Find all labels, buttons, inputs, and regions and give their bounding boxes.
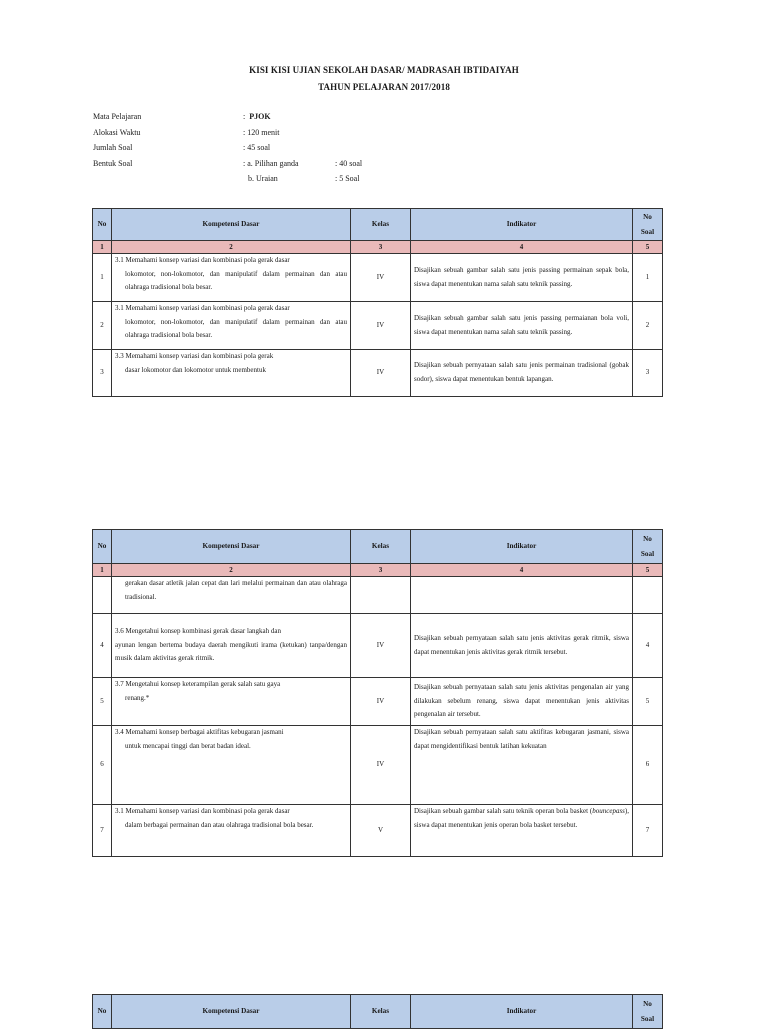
colnum-1: 1 bbox=[93, 564, 112, 577]
table-row bbox=[93, 302, 663, 350]
kd-rest: renang.* bbox=[125, 693, 150, 702]
table-header-row bbox=[93, 995, 663, 1029]
mapel-label: Mata Pelajaran bbox=[93, 112, 142, 121]
row-no: 5 bbox=[93, 678, 112, 726]
row-indikator: Disajikan sebuah gambar salah satu jenis passing permaianan bola voli, siswa dapat menentukan nama salah satu teknik passing. bbox=[411, 302, 633, 350]
kd-first-line: 3.1 Memahami konsep variasi dan kombinasi pola gerak dasar bbox=[115, 807, 290, 815]
header-indikator: Indikator bbox=[411, 995, 633, 1029]
kd-rest: untuk mencapai tinggi dan berat badan ideal. bbox=[125, 741, 251, 750]
kd-first-line: 3.7 Mengetahui konsep keterampilan gerak salah satu gaya bbox=[115, 680, 281, 688]
row-no-soal: 1 bbox=[633, 254, 663, 302]
row-no-soal: 6 bbox=[633, 726, 663, 805]
row-no-soal: 2 bbox=[633, 302, 663, 350]
colnum-2: 2 bbox=[112, 564, 351, 577]
row-no-soal bbox=[633, 577, 663, 614]
table-header-row bbox=[93, 530, 663, 564]
kd-rest: ayunan lengan bertema budaya daerah mengikuti irama (ketukan) tanpa/dengan musik dalam aktivitas gerak ritmik. bbox=[115, 640, 347, 663]
kd-first-line: 3.4 Memahami konsep berbagai aktifitas kebugaran jasmani bbox=[115, 728, 284, 736]
header-no-soal bbox=[633, 995, 663, 1029]
row-no-soal: 5 bbox=[633, 678, 663, 726]
row-kd bbox=[112, 302, 351, 350]
row-no: 7 bbox=[93, 805, 112, 857]
table-row bbox=[93, 805, 663, 857]
column-number-row bbox=[93, 564, 663, 577]
kd-rest: lokomotor, non-lokomotor, dan manipulatif dalam permainan dan atau olahraga tradisional bola besar. bbox=[125, 317, 347, 340]
header-kd: Kompetensi Dasar bbox=[112, 209, 351, 241]
colnum-3: 3 bbox=[351, 564, 411, 577]
header-kelas: Kelas bbox=[351, 530, 411, 564]
alokasi-value: : 120 menit bbox=[243, 127, 280, 137]
row-indikator bbox=[411, 805, 633, 857]
header-no: No bbox=[93, 209, 112, 241]
kd-first-line: 3.1 Memahami konsep variasi dan kombinasi pola gerak dasar bbox=[115, 256, 290, 264]
header-no-soal bbox=[633, 530, 663, 564]
header-kd: Kompetensi Dasar bbox=[112, 995, 351, 1029]
row-no: 4 bbox=[93, 614, 112, 678]
column-number-row bbox=[93, 241, 663, 254]
header-kelas: Kelas bbox=[351, 209, 411, 241]
row-no-soal: 7 bbox=[633, 805, 663, 857]
colnum-4: 4 bbox=[411, 241, 633, 254]
row-kelas: IV bbox=[351, 350, 411, 397]
row-kd bbox=[112, 614, 351, 678]
header-no: No bbox=[93, 530, 112, 564]
bentuk-b: b. Uraian bbox=[248, 174, 278, 183]
row-indikator: Disajikan sebuah gambar salah satu jenis passing permainan sepak bola, siswa dapat menentukan nama salah satu teknik passing. bbox=[411, 254, 633, 302]
row-kelas: IV bbox=[351, 254, 411, 302]
bentuk-b-count: : 5 Soal bbox=[335, 174, 360, 183]
row-kelas: V bbox=[351, 805, 411, 857]
colnum-5: 5 bbox=[633, 241, 663, 254]
header-no-soal-line1: No bbox=[643, 1000, 652, 1009]
header-kelas: Kelas bbox=[351, 995, 411, 1029]
table-header-row bbox=[93, 209, 663, 241]
row-indikator bbox=[411, 577, 633, 614]
table-row bbox=[93, 678, 663, 726]
row-kd-continuation: gerakan dasar atletik jalan cepat dan lari melalui permainan dan atau olahraga tradisional. bbox=[112, 577, 351, 614]
bentuk-a-count: : 40 soal bbox=[335, 158, 363, 168]
row-kelas bbox=[351, 577, 411, 614]
colnum-2: 2 bbox=[112, 241, 351, 254]
table-row-continuation bbox=[93, 577, 663, 614]
row-kd bbox=[112, 805, 351, 857]
table-row bbox=[93, 726, 663, 805]
kd-rest: dalam berbagai permainan dan atau olahraga tradisional bola besar. bbox=[125, 820, 314, 829]
row-kelas: IV bbox=[351, 678, 411, 726]
header-no-soal-line1: No bbox=[643, 535, 652, 544]
table-row bbox=[93, 254, 663, 302]
header-no-soal-line2: Soal bbox=[640, 1014, 655, 1023]
row-no: 1 bbox=[93, 254, 112, 302]
jumlah-value: : 45 soal bbox=[243, 143, 271, 152]
colnum-4: 4 bbox=[411, 564, 633, 577]
indikator-emphasis: bouncepass bbox=[592, 807, 625, 815]
row-kd bbox=[112, 350, 351, 397]
kd-first-line: 3.3 Memahami konsep variasi dan kombinasi pola gerak bbox=[115, 352, 274, 360]
row-no-soal: 4 bbox=[633, 614, 663, 678]
row-indikator: Disajikan sebuah pernyataan salah satu aktifitas kebugaran jasmani, siswa dapat mengidentifikasi bentuk latihan kekuatan bbox=[411, 726, 633, 805]
row-no-soal: 3 bbox=[633, 350, 663, 397]
row-kd bbox=[112, 678, 351, 726]
header-kd: Kompetensi Dasar bbox=[112, 530, 351, 564]
row-kd bbox=[112, 254, 351, 302]
header-indikator: Indikator bbox=[411, 209, 633, 241]
header-no-soal-line2: Soal bbox=[640, 227, 655, 236]
header-no-soal-line1: No bbox=[643, 213, 652, 222]
indikator-pre: Disajikan sebuah gambar salah satu teknik operan bola basket ( bbox=[414, 807, 593, 815]
kisi-table-2 bbox=[92, 529, 663, 857]
kd-rest: lokomotor, non-lokomotor, dan manipulatif dalam permainan dan atau olahraga tradisional bola besar. bbox=[125, 269, 347, 292]
colnum-1: 1 bbox=[93, 241, 112, 254]
row-indikator: Disajikan sebuah pernyataan salah satu jenis aktivitas gerak ritmik, siswa dapat menentukan jenis aktivitas gerak ritmik tersebut. bbox=[411, 614, 633, 678]
row-indikator: Disajikan sebuah pernyataan salah satu jenis aktivitas pengenalan air yang dilakukan sebelum renang, siswa dapat menentukan jenis aktivitas pengenalan air tersebut. bbox=[411, 678, 633, 726]
row-kelas: IV bbox=[351, 614, 411, 678]
row-no bbox=[93, 577, 112, 614]
header-no-soal-line2: Soal bbox=[640, 549, 655, 558]
colnum-3: 3 bbox=[351, 241, 411, 254]
bentuk-label: Bentuk Soal bbox=[93, 158, 133, 168]
header-no-soal bbox=[633, 209, 663, 241]
row-kelas: IV bbox=[351, 726, 411, 805]
kd-first-line: 3.1 Memahami konsep variasi dan kombinasi pola gerak dasar bbox=[115, 304, 290, 312]
mapel-value-wrap bbox=[243, 112, 271, 121]
row-no: 3 bbox=[93, 350, 112, 397]
kd-rest: dasar lokomotor dan lokomotor untuk membentuk bbox=[125, 365, 266, 374]
header-indikator: Indikator bbox=[411, 530, 633, 564]
document-title: KISI KISI UJIAN SEKOLAH DASAR/ MADRASAH IBTIDAIYAH bbox=[249, 65, 519, 75]
row-indikator: Disajikan sebuah pernyataan salah satu jenis permainan tradisional (gobak sodor), siswa dapat menentukan bentuk lapangan. bbox=[411, 350, 633, 397]
header-no: No bbox=[93, 995, 112, 1029]
alokasi-label: Alokasi Waktu bbox=[93, 127, 141, 137]
bentuk-a: : a. Pilihan ganda bbox=[243, 158, 299, 168]
kd-first-line: 3.6 Mengetahui konsep kombinasi gerak dasar langkah dan bbox=[115, 627, 282, 636]
row-kelas: IV bbox=[351, 302, 411, 350]
row-kd bbox=[112, 726, 351, 805]
mapel-value: PJOK bbox=[249, 112, 271, 121]
document-subtitle: TAHUN PELAJARAN 2017/2018 bbox=[318, 82, 450, 92]
table-row bbox=[93, 614, 663, 678]
table-row bbox=[93, 350, 663, 397]
mapel-colon: : bbox=[243, 112, 246, 121]
indikator-post: ), siswa dapat menentukan jenis operan bola basket tersebut. bbox=[414, 807, 629, 829]
colnum-5: 5 bbox=[633, 564, 663, 577]
row-no: 2 bbox=[93, 302, 112, 350]
kisi-table-1 bbox=[92, 208, 663, 397]
row-no: 6 bbox=[93, 726, 112, 805]
jumlah-label: Jumlah Soal bbox=[93, 143, 133, 152]
